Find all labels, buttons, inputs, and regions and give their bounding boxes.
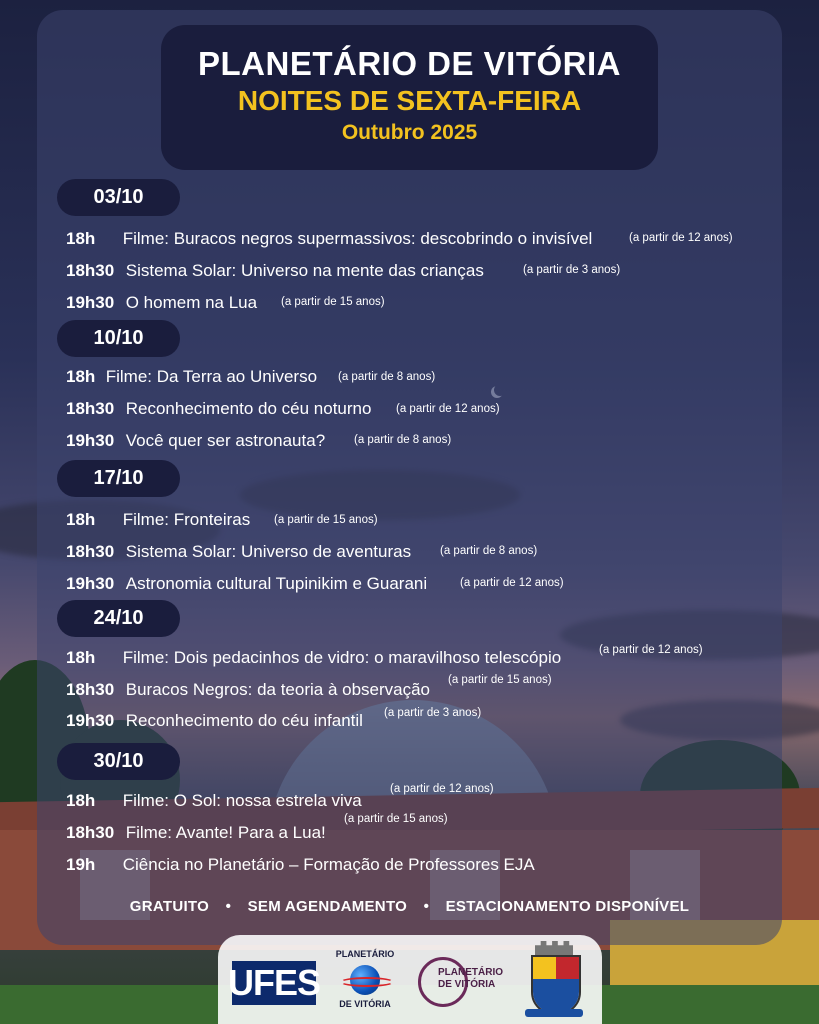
event-time: 18h bbox=[66, 791, 96, 810]
event-name: Sistema Solar: Universo de aventuras bbox=[125, 542, 412, 561]
date-pill: 10/10 bbox=[57, 320, 180, 357]
date-pill: 24/10 bbox=[57, 600, 180, 637]
crown-icon bbox=[535, 941, 573, 955]
event-time: 19h30 bbox=[66, 711, 115, 730]
info-line bbox=[0, 898, 819, 915]
event-row bbox=[66, 261, 484, 281]
age-rating: (a partir de 15 anos) bbox=[281, 296, 385, 308]
event-row bbox=[66, 229, 592, 249]
event-time: 19h30 bbox=[66, 574, 115, 593]
logo-text: PLANETÁRIO bbox=[335, 949, 395, 959]
info-no-booking: SEM AGENDAMENTO bbox=[247, 898, 408, 915]
event-time: 18h bbox=[66, 367, 96, 386]
event-time: 19h30 bbox=[66, 431, 115, 450]
page-title: PLANETÁRIO DE VITÓRIA bbox=[197, 45, 622, 82]
age-rating: (a partir de 15 anos) bbox=[274, 514, 378, 526]
page-subtitle: NOITES DE SEXTA-FEIRA bbox=[237, 85, 582, 116]
title-box bbox=[161, 25, 658, 170]
event-time: 18h30 bbox=[66, 823, 115, 842]
event-time: 18h30 bbox=[66, 261, 115, 280]
logo-text: DE VITÓRIA bbox=[438, 979, 496, 990]
event-name: Filme: Avante! Para a Lua! bbox=[125, 823, 326, 842]
age-rating: (a partir de 12 anos) bbox=[396, 403, 500, 415]
age-rating: (a partir de 15 anos) bbox=[344, 813, 448, 825]
event-name: Sistema Solar: Universo na mente das crianças bbox=[125, 261, 484, 280]
date-pill: 17/10 bbox=[57, 460, 180, 497]
event-name: Filme: Da Terra ao Universo bbox=[105, 367, 318, 386]
event-name: Buracos Negros: da teoria à observação bbox=[125, 680, 431, 699]
event-row bbox=[66, 574, 427, 594]
age-rating: (a partir de 12 anos) bbox=[460, 577, 564, 589]
age-rating: (a partir de 12 anos) bbox=[599, 644, 703, 656]
separator: • bbox=[225, 898, 232, 915]
event-time: 19h bbox=[66, 855, 96, 874]
ufes-logo: UFES bbox=[228, 962, 321, 1003]
event-time: 18h bbox=[66, 229, 96, 248]
date-pill: 30/10 bbox=[57, 743, 180, 780]
age-rating: (a partir de 8 anos) bbox=[354, 434, 452, 446]
event-row bbox=[66, 855, 535, 875]
shield-icon bbox=[531, 955, 581, 1015]
age-rating: (a partir de 8 anos) bbox=[338, 371, 436, 383]
planetario-logo bbox=[330, 949, 400, 1021]
event-time: 18h30 bbox=[66, 399, 115, 418]
age-rating: (a partir de 3 anos) bbox=[523, 264, 621, 276]
separator: • bbox=[423, 898, 430, 915]
info-free: GRATUITO bbox=[129, 898, 210, 915]
event-time: 18h30 bbox=[66, 680, 115, 699]
globe-icon bbox=[350, 965, 380, 995]
age-rating: (a partir de 3 anos) bbox=[384, 707, 482, 719]
event-row bbox=[66, 431, 325, 451]
event-name: Filme: Fronteiras bbox=[122, 510, 251, 529]
crest-banner bbox=[525, 1009, 583, 1017]
month-label: Outubro 2025 bbox=[341, 121, 478, 144]
age-rating: (a partir de 12 anos) bbox=[629, 232, 733, 244]
event-row bbox=[66, 823, 326, 843]
info-parking: ESTACIONAMENTO DISPONÍVEL bbox=[445, 898, 690, 915]
event-row bbox=[66, 791, 362, 811]
age-rating: (a partir de 8 anos) bbox=[440, 545, 538, 557]
event-name: Filme: O Sol: nossa estrela viva bbox=[122, 791, 362, 810]
event-row bbox=[66, 510, 250, 530]
event-row bbox=[66, 399, 371, 419]
event-row bbox=[66, 367, 317, 387]
event-name: Reconhecimento do céu noturno bbox=[125, 399, 372, 418]
logo-text: DE VITÓRIA bbox=[339, 999, 391, 1009]
logos-strip bbox=[218, 935, 602, 1024]
logo-text: PLANETÁRIO bbox=[438, 967, 503, 978]
event-time: 19h30 bbox=[66, 293, 115, 312]
event-time: 18h bbox=[66, 510, 96, 529]
event-time: 18h30 bbox=[66, 542, 115, 561]
age-rating: (a partir de 12 anos) bbox=[390, 783, 494, 795]
date-pill: 03/10 bbox=[57, 179, 180, 216]
event-row bbox=[66, 648, 561, 668]
event-name: O homem na Lua bbox=[125, 293, 258, 312]
event-name: Reconhecimento do céu infantil bbox=[125, 711, 363, 730]
event-row bbox=[66, 680, 430, 700]
event-row bbox=[66, 542, 411, 562]
city-crest-logo bbox=[523, 941, 585, 1019]
event-row bbox=[66, 711, 363, 731]
event-time: 18h bbox=[66, 648, 96, 667]
event-name: Astronomia cultural Tupinikim e Guarani bbox=[125, 574, 428, 593]
event-name: Filme: Dois pedacinhos de vidro: o maravilhoso telescópio bbox=[122, 648, 562, 667]
age-rating: (a partir de 15 anos) bbox=[448, 674, 552, 686]
event-name: Você quer ser astronauta? bbox=[125, 431, 326, 450]
event-row bbox=[66, 293, 257, 313]
event-name: Filme: Buracos negros supermassivos: descobrindo o invisível bbox=[122, 229, 593, 248]
event-name: Ciência no Planetário – Formação de Professores EJA bbox=[122, 855, 535, 874]
planetario-vitoria-logo bbox=[418, 955, 510, 1009]
